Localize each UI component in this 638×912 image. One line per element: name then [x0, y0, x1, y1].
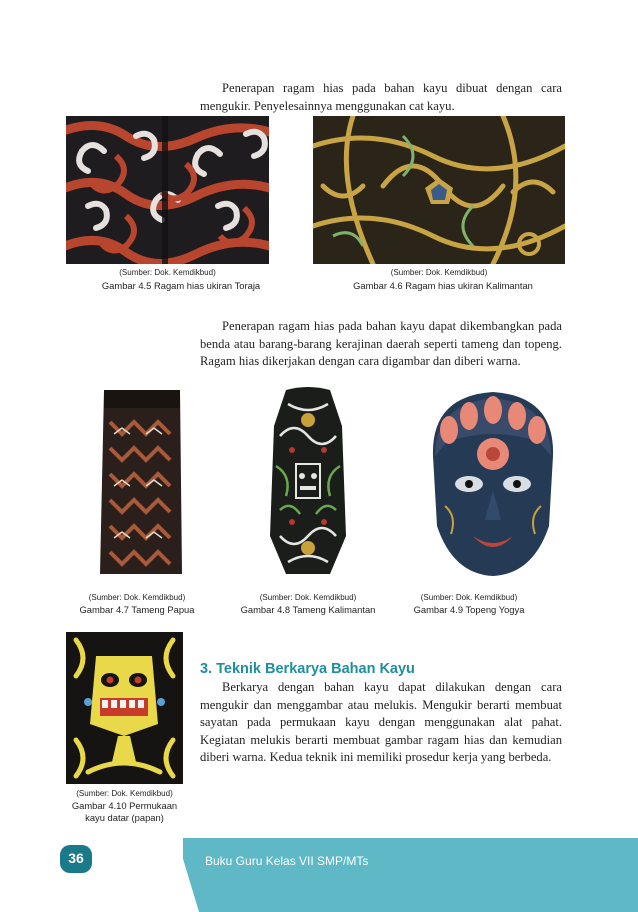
page-number: 36	[68, 850, 84, 866]
section-body	[200, 679, 562, 767]
figure-source: (Sumber: Dok. Kemdikbud)	[88, 593, 186, 602]
figure-caption-line1: Gambar 4.10 Permukaan	[71, 800, 178, 811]
figure-source: (Sumber: Dok. Kemdikbud)	[420, 593, 518, 602]
intro-paragraph-text: Penerapan ragam hias pada bahan kayu dibuat dengan cara mengukir. Penyelesainnya menggunakan cat kayu.	[200, 81, 562, 113]
figure-caption: Gambar 4.7 Tameng Papua	[79, 604, 195, 615]
figure-caption: Gambar 4.8 Tameng Kalimantan	[240, 604, 376, 615]
kalimantan-shield-image	[266, 386, 350, 578]
crafts-paragraph	[200, 318, 562, 371]
section-heading: 3. Teknik Berkarya Bahan Kayu	[200, 661, 415, 677]
figure-source: (Sumber: Dok. Kemdikbud)	[259, 593, 357, 602]
papua-shield-image	[96, 386, 186, 578]
yogya-mask-image	[423, 386, 563, 578]
crafts-paragraph-text: Penerapan ragam hias pada bahan kayu dapat dikembangkan pada benda atau barang-barang kerajinan daerah seperti tameng dan topeng. Ragam hias dikerjakan dengan cara digambar dan diberi warna.	[200, 319, 562, 368]
book-title: Buku Guru Kelas VII SMP/MTs	[205, 854, 369, 868]
toraja-carving-image	[66, 116, 269, 264]
figure-source: (Sumber: Dok. Kemdikbud)	[390, 268, 488, 277]
figure-caption: Gambar 4.9 Topeng Yogya	[413, 604, 525, 615]
figure-source: (Sumber: Dok. Kemdikbud)	[119, 268, 216, 277]
figure-source: (Sumber: Dok. Kemdikbud)	[76, 789, 173, 798]
figure-caption: Gambar 4.6 Ragam hias ukiran Kalimantan	[353, 280, 533, 291]
kalimantan-carving-image	[313, 116, 565, 264]
figure-caption: Gambar 4.5 Ragam hias ukiran Toraja	[101, 280, 261, 291]
figure-caption-line2: kayu datar (papan)	[85, 812, 164, 823]
flat-wood-board-image	[66, 632, 183, 784]
intro-paragraph	[200, 80, 562, 115]
footer-band	[183, 838, 638, 912]
section-body-text: Berkarya dengan bahan kayu dapat dilakukan dengan cara mengukir dan menggambar atau melukis. Mengukir berarti membuat sayatan pada permukaan kayu dengan menggunakan alat pahat. Kegiatan melukis berarti membuat gambar ragam hias dan kemudian diberi warna. Kedua teknik ini memiliki prosedur kerja yang berbeda.	[200, 680, 562, 764]
